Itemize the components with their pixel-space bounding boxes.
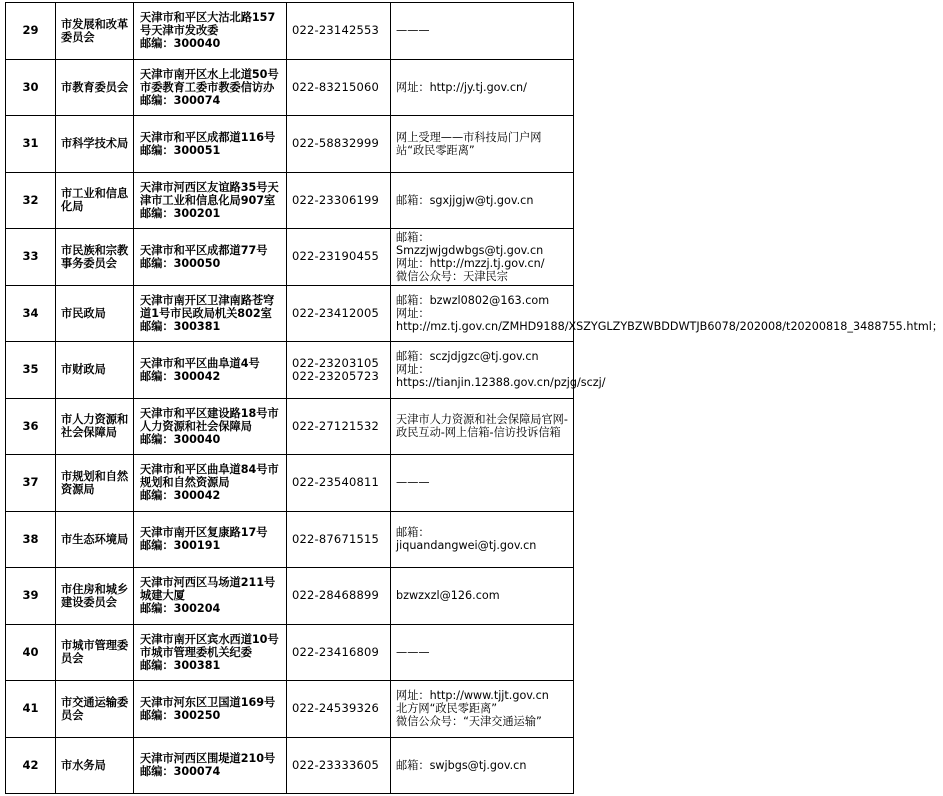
contact-note-cell: ——— <box>391 3 574 60</box>
address-cell: 天津市和平区曲阜道4号 邮编：300042 <box>134 342 287 399</box>
table-row <box>6 285 574 342</box>
department-name: 市工业和信息化局 <box>56 172 134 229</box>
address-cell: 天津市河西区围堤道210号 邮编：300074 <box>134 737 287 794</box>
contact-note-cell: 邮箱：bzwzl0802@163.com 网址： http://mz.tj.gov.cn/ZMHD9188/XSZYGLZYBZWBDDWTJB6078/202008/t20200818_3488755.html； <box>391 285 574 342</box>
phone-cell: 022-23306199 <box>287 172 391 229</box>
address-cell: 天津市和平区大沽北路157号天津市发改委 邮编：300040 <box>134 3 287 60</box>
department-name: 市生态环境局 <box>56 511 134 568</box>
table-row <box>6 3 574 60</box>
phone-cell: 022-23142553 <box>287 3 391 60</box>
phone-cell: 022-23333605 <box>287 737 391 794</box>
phone-cell: 022-58832999 <box>287 116 391 173</box>
phone-cell: 022-87671515 <box>287 511 391 568</box>
row-number: 35 <box>6 342 56 399</box>
department-name: 市城市管理委员会 <box>56 624 134 681</box>
department-name: 市科学技术局 <box>56 116 134 173</box>
department-name: 市规划和自然资源局 <box>56 455 134 512</box>
address-cell: 天津市和平区成都道77号 邮编：300050 <box>134 229 287 286</box>
department-name: 市财政局 <box>56 342 134 399</box>
address-cell: 天津市南开区水上北道50号市委教育工委市教委信访办 邮编：300074 <box>134 59 287 116</box>
address-cell: 天津市南开区复康路17号 邮编：300191 <box>134 511 287 568</box>
row-number: 31 <box>6 116 56 173</box>
contact-note-cell: 邮箱：sgxjjgjw@tj.gov.cn <box>391 172 574 229</box>
contact-note-cell: 邮箱：jiquandangwei@tj.gov.cn <box>391 511 574 568</box>
department-name: 市住房和城乡建设委员会 <box>56 568 134 625</box>
phone-cell: 022-23416809 <box>287 624 391 681</box>
phone-cell: 022-23540811 <box>287 455 391 512</box>
contact-table <box>5 2 943 794</box>
table-body <box>6 3 943 794</box>
address-cell: 天津市河西区马场道211号城建大厦 邮编：300204 <box>134 568 287 625</box>
department-name: 市水务局 <box>56 737 134 794</box>
row-number: 40 <box>6 624 56 681</box>
department-name: 市民族和宗教事务委员会 <box>56 229 134 286</box>
address-cell: 天津市和平区成都道116号 邮编：300051 <box>134 116 287 173</box>
contact-note-cell: 邮箱： Smzzjwjgdwbgs@tj.gov.cn 网址：http://mzzj.tj.gov.cn/ 微信公众号：天津民宗 <box>391 229 574 286</box>
contact-note-cell: 网址：http://www.tjjt.gov.cn 北方网“政民零距离” 微信公众号：“天津交通运输” <box>391 681 574 738</box>
table-row <box>6 172 574 229</box>
address-cell: 天津市河东区卫国道169号 邮编：300250 <box>134 681 287 738</box>
contact-note-cell: 天津市人力资源和社会保障局官网-政民互动-网上信箱-信访投诉信箱 <box>391 398 574 455</box>
contact-note-cell: ——— <box>391 455 574 512</box>
table-row <box>6 624 574 681</box>
table-row <box>6 455 574 512</box>
phone-cell: 022-28468899 <box>287 568 391 625</box>
address-cell: 天津市和平区建设路18号市人力资源和社会保障局 邮编：300040 <box>134 398 287 455</box>
address-cell: 天津市南开区卫津南路苍穹道1号市民政局机关802室 邮编：300381 <box>134 285 287 342</box>
department-name: 市发展和改革委员会 <box>56 3 134 60</box>
row-number: 32 <box>6 172 56 229</box>
address-cell: 天津市南开区宾水西道10号市城市管理委机关纪委 邮编：300381 <box>134 624 287 681</box>
table-row <box>6 398 574 455</box>
row-number: 39 <box>6 568 56 625</box>
table-row <box>6 568 574 625</box>
row-number: 29 <box>6 3 56 60</box>
row-number: 30 <box>6 59 56 116</box>
address-cell: 天津市河西区友谊路35号天津市工业和信息化局907室 邮编：300201 <box>134 172 287 229</box>
phone-cell: 022-23412005 <box>287 285 391 342</box>
table-row <box>6 737 574 794</box>
table-row <box>6 511 574 568</box>
contact-note-cell: 邮箱：swjbgs@tj.gov.cn <box>391 737 574 794</box>
department-name: 市人力资源和社会保障局 <box>56 398 134 455</box>
contact-note-cell: 网上受理——市科技局门户网站“政民零距离” <box>391 116 574 173</box>
table-row <box>6 229 574 286</box>
table-row <box>6 59 574 116</box>
row-number: 34 <box>6 285 56 342</box>
contact-note-cell: 网址：http://jy.tj.gov.cn/ <box>391 59 574 116</box>
row-number: 38 <box>6 511 56 568</box>
row-number: 42 <box>6 737 56 794</box>
phone-cell: 022-83215060 <box>287 59 391 116</box>
row-number: 41 <box>6 681 56 738</box>
table-row <box>6 681 574 738</box>
table-row <box>6 342 574 399</box>
phone-cell: 022-23190455 <box>287 229 391 286</box>
department-name: 市交通运输委员会 <box>56 681 134 738</box>
department-name: 市教育委员会 <box>56 59 134 116</box>
contact-note-cell: 邮箱：sczjdjgzc@tj.gov.cn 网址： https://tianjin.12388.gov.cn/pzjg/sczj/ <box>391 342 574 399</box>
department-name: 市民政局 <box>56 285 134 342</box>
row-number: 37 <box>6 455 56 512</box>
table-row <box>6 116 574 173</box>
phone-cell: 022-23203105 022-23205723 <box>287 342 391 399</box>
row-number: 33 <box>6 229 56 286</box>
contact-note-cell: ——— <box>391 624 574 681</box>
row-number: 36 <box>6 398 56 455</box>
phone-cell: 022-24539326 <box>287 681 391 738</box>
phone-cell: 022-27121532 <box>287 398 391 455</box>
address-cell: 天津市和平区曲阜道84号市规划和自然资源局 邮编：300042 <box>134 455 287 512</box>
contact-note-cell: bzwzxzl@126.com <box>391 568 574 625</box>
